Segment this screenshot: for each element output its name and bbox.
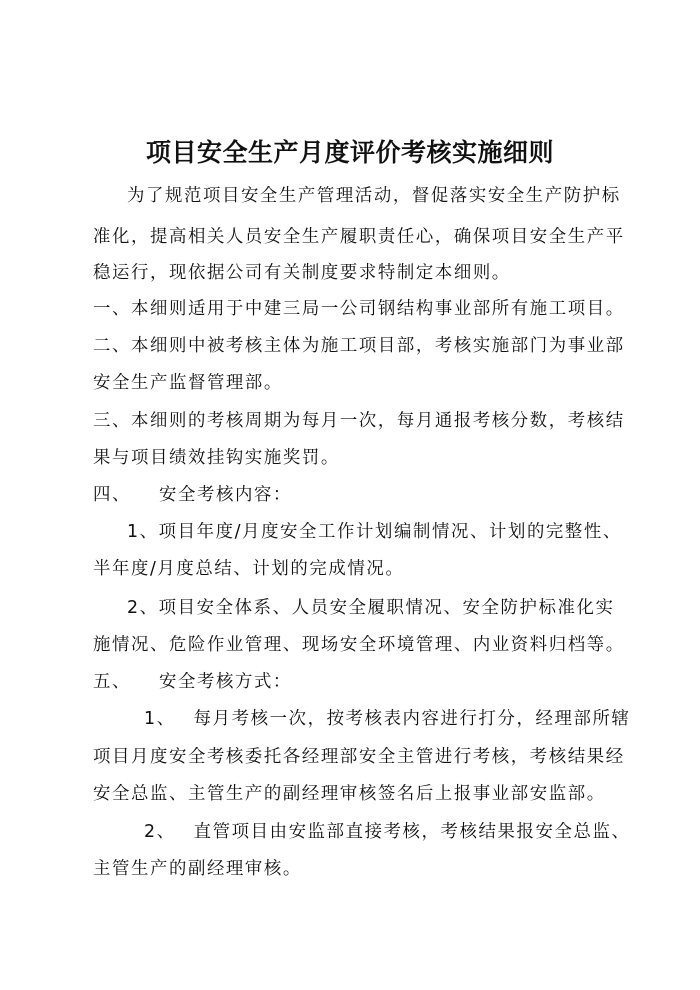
clause-1-line-1: 一、本细则适用于中建三局一公司钢结构事业部所有施工项目。 [93, 299, 625, 319]
section-4-item-1-line-2: 半年度/月度总结、计划的完成情况。 [93, 559, 405, 579]
section-4-title: 安全考核内容： [158, 485, 292, 505]
section-5-item-2-line-1 [144, 820, 630, 844]
intro-line-1: 为了规范项目安全生产管理活动，督促落实安全生产防护标 [127, 186, 621, 206]
section-5-item-2-number: 2、 [144, 822, 176, 842]
document-title: 项目安全生产月度评价考核实施细则 [145, 138, 554, 167]
section-5-heading [93, 670, 292, 694]
clause-3-line-1: 三、本细则的考核周期为每月一次，每月通报考核分数，考核结 [93, 411, 625, 431]
clause-2-line-2: 安全生产监督管理部。 [93, 373, 283, 393]
section-4-heading [93, 483, 292, 507]
section-5-title: 安全考核方式： [158, 672, 292, 692]
clause-2-line-1: 二、本细则中被考核主体为施工项目部，考核实施部门为事业部 [93, 336, 625, 356]
intro-line-3: 稳运行，现依据公司有关制度要求特制定本细则。 [93, 263, 511, 283]
section-5-item-1-line-1 [144, 707, 630, 731]
section-5-item-1-line-3: 安全总监、主管生产的副经理审核签名后上报事业部安监部。 [93, 784, 606, 804]
section-4-item-1-line-1: 1、项目年度/月度安全工作计划编制情况、计划的完整性、 [127, 522, 622, 542]
section-5-item-1-text: 每月考核一次，按考核表内容进行打分，经理部所辖 [193, 709, 631, 729]
section-5-item-2-line-2: 主管生产的副经理审核。 [93, 859, 302, 879]
section-5-item-2-text: 直管项目由安监部直接考核，考核结果报安全总监、 [193, 822, 631, 842]
section-5-item-1-line-2: 项目月度安全考核委托各经理部安全主管进行考核，考核结果经 [93, 747, 625, 767]
section-5-number: 五、 [93, 672, 131, 692]
clause-3-line-2: 果与项目绩效挂钩实施奖罚。 [93, 448, 340, 468]
section-4-number: 四、 [93, 485, 131, 505]
section-4-item-2-line-2: 施情况、危险作业管理、现场安全环境管理、内业资料归档等。 [93, 635, 625, 655]
intro-line-2: 准化，提高相关人员安全生产履职责任心，确保项目安全生产平 [93, 227, 625, 247]
section-4-item-2-line-1: 2、项目安全体系、人员安全履职情况、安全防护标准化实 [127, 598, 615, 618]
section-5-item-1-number: 1、 [144, 709, 176, 729]
